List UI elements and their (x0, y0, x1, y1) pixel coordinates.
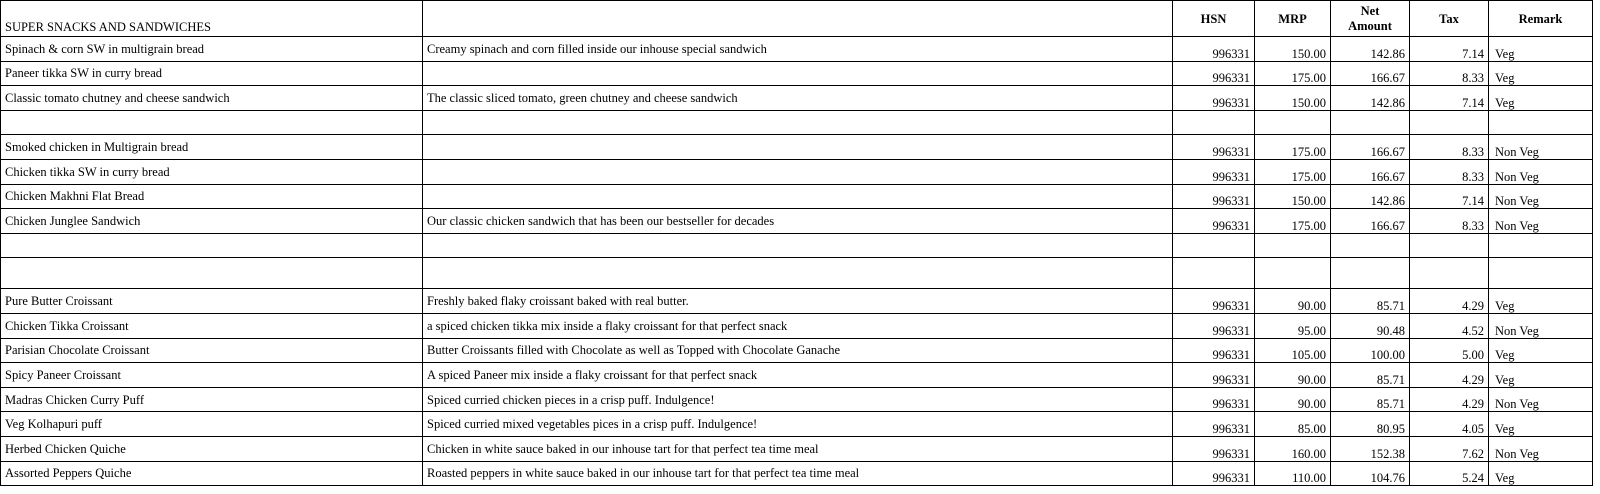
table-row (1, 86, 1593, 111)
table-row (1, 135, 1593, 160)
item-mrp: 85.00 (1255, 412, 1331, 437)
item-tax: 8.33 (1410, 209, 1489, 234)
item-mrp: 150.00 (1255, 37, 1331, 62)
item-hsn: 996331 (1173, 184, 1255, 209)
table-row (1, 313, 1593, 338)
item-name (1, 110, 423, 135)
table-row (1, 184, 1593, 209)
item-description (423, 184, 1173, 209)
item-tax: 4.29 (1410, 387, 1489, 412)
mrp-header: MRP (1255, 1, 1331, 37)
item-net-amount (1331, 233, 1410, 258)
item-name: Chicken tikka SW in curry bread (1, 159, 423, 184)
item-mrp: 160.00 (1255, 436, 1331, 461)
item-hsn: 996331 (1173, 86, 1255, 111)
item-net-amount: 104.76 (1331, 461, 1410, 486)
item-mrp: 150.00 (1255, 184, 1331, 209)
table-row (1, 436, 1593, 461)
item-tax: 5.24 (1410, 461, 1489, 486)
item-net-amount: 80.95 (1331, 412, 1410, 437)
item-net-amount: 142.86 (1331, 86, 1410, 111)
item-net-amount: 166.67 (1331, 135, 1410, 160)
item-remark: Veg (1489, 37, 1593, 62)
item-name: Madras Chicken Curry Puff (1, 387, 423, 412)
item-mrp: 105.00 (1255, 338, 1331, 363)
net-amount-header-label: Net Amount (1348, 3, 1392, 33)
item-hsn: 996331 (1173, 61, 1255, 86)
item-name (1, 233, 423, 258)
item-hsn: 996331 (1173, 37, 1255, 62)
item-mrp: 175.00 (1255, 159, 1331, 184)
header-row (1, 1, 1593, 37)
item-name: Assorted Peppers Quiche (1, 461, 423, 486)
item-net-amount: 166.67 (1331, 61, 1410, 86)
item-hsn: 996331 (1173, 363, 1255, 388)
item-hsn: 996331 (1173, 159, 1255, 184)
item-net-amount: 85.71 (1331, 289, 1410, 314)
item-mrp (1255, 110, 1331, 135)
item-description: Chicken in white sauce baked in our inhouse tart for that perfect tea time meal (423, 436, 1173, 461)
item-net-amount (1331, 258, 1410, 289)
item-hsn: 996331 (1173, 412, 1255, 437)
item-net-amount: 142.86 (1331, 37, 1410, 62)
item-description: The classic sliced tomato, green chutney and cheese sandwich (423, 86, 1173, 111)
item-net-amount: 100.00 (1331, 338, 1410, 363)
item-tax: 5.00 (1410, 338, 1489, 363)
item-name: Spicy Paneer Croissant (1, 363, 423, 388)
item-net-amount: 152.38 (1331, 436, 1410, 461)
item-hsn (1173, 110, 1255, 135)
tax-header: Tax (1410, 1, 1489, 37)
item-name: Veg Kolhapuri puff (1, 412, 423, 437)
table-row (1, 363, 1593, 388)
item-name: Parisian Chocolate Croissant (1, 338, 423, 363)
item-tax: 7.14 (1410, 184, 1489, 209)
item-hsn: 996331 (1173, 135, 1255, 160)
item-mrp: 150.00 (1255, 86, 1331, 111)
item-remark: Non Veg (1489, 387, 1593, 412)
item-remark: Non Veg (1489, 184, 1593, 209)
table-row (1, 37, 1593, 62)
item-net-amount: 90.48 (1331, 313, 1410, 338)
item-description: Creamy spinach and corn filled inside our inhouse special sandwich (423, 37, 1173, 62)
item-remark: Veg (1489, 61, 1593, 86)
item-tax: 8.33 (1410, 61, 1489, 86)
table-row (1, 387, 1593, 412)
item-remark: Veg (1489, 86, 1593, 111)
item-hsn: 996331 (1173, 289, 1255, 314)
item-mrp: 175.00 (1255, 209, 1331, 234)
item-net-amount: 166.67 (1331, 159, 1410, 184)
item-tax: 8.33 (1410, 159, 1489, 184)
blank-row (1, 110, 1593, 135)
hsn-header: HSN (1173, 1, 1255, 37)
item-description (423, 61, 1173, 86)
item-net-amount: 85.71 (1331, 387, 1410, 412)
item-mrp: 175.00 (1255, 61, 1331, 86)
item-remark: Veg (1489, 461, 1593, 486)
blank-row (1, 233, 1593, 258)
item-remark: Non Veg (1489, 135, 1593, 160)
item-tax: 7.14 (1410, 86, 1489, 111)
item-description: Butter Croissants filled with Chocolate as well as Topped with Chocolate Ganache (423, 338, 1173, 363)
item-mrp: 95.00 (1255, 313, 1331, 338)
item-description (423, 159, 1173, 184)
item-description: Roasted peppers in white sauce baked in our inhouse tart for that perfect tea time meal (423, 461, 1173, 486)
item-name: Paneer tikka SW in curry bread (1, 61, 423, 86)
blank-row (1, 258, 1593, 289)
item-name: Herbed Chicken Quiche (1, 436, 423, 461)
item-tax: 4.05 (1410, 412, 1489, 437)
table-row (1, 289, 1593, 314)
section-title: SUPER SNACKS AND SANDWICHES (1, 1, 423, 37)
item-description: A spiced Paneer mix inside a flaky croissant for that perfect snack (423, 363, 1173, 388)
item-mrp: 110.00 (1255, 461, 1331, 486)
item-name: Pure Butter Croissant (1, 289, 423, 314)
item-remark (1489, 258, 1593, 289)
item-description: Spiced curried chicken pieces in a crisp puff. Indulgence! (423, 387, 1173, 412)
item-mrp: 175.00 (1255, 135, 1331, 160)
item-description (423, 258, 1173, 289)
item-mrp: 90.00 (1255, 363, 1331, 388)
item-description: Spiced curried mixed vegetables pices in a crisp puff. Indulgence! (423, 412, 1173, 437)
item-mrp: 90.00 (1255, 289, 1331, 314)
item-tax: 7.62 (1410, 436, 1489, 461)
item-name (1, 258, 423, 289)
item-hsn: 996331 (1173, 387, 1255, 412)
item-net-amount: 166.67 (1331, 209, 1410, 234)
item-tax (1410, 110, 1489, 135)
item-remark: Veg (1489, 289, 1593, 314)
item-tax: 4.29 (1410, 363, 1489, 388)
item-remark (1489, 110, 1593, 135)
item-name: Chicken Tikka Croissant (1, 313, 423, 338)
table-row (1, 209, 1593, 234)
item-description: Our classic chicken sandwich that has been our bestseller for decades (423, 209, 1173, 234)
item-net-amount: 142.86 (1331, 184, 1410, 209)
item-description (423, 135, 1173, 160)
item-tax: 4.29 (1410, 289, 1489, 314)
item-hsn: 996331 (1173, 313, 1255, 338)
item-remark: Non Veg (1489, 313, 1593, 338)
item-tax: 8.33 (1410, 135, 1489, 160)
item-remark: Veg (1489, 412, 1593, 437)
item-net-amount (1331, 110, 1410, 135)
item-mrp (1255, 233, 1331, 258)
item-net-amount: 85.71 (1331, 363, 1410, 388)
item-description (423, 110, 1173, 135)
remark-header: Remark (1489, 1, 1593, 37)
item-remark: Non Veg (1489, 159, 1593, 184)
item-hsn: 996331 (1173, 461, 1255, 486)
item-remark: Non Veg (1489, 436, 1593, 461)
item-name: Classic tomato chutney and cheese sandwich (1, 86, 423, 111)
item-description: a spiced chicken tikka mix inside a flaky croissant for that perfect snack (423, 313, 1173, 338)
table-row (1, 338, 1593, 363)
table-row (1, 412, 1593, 437)
item-hsn: 996331 (1173, 436, 1255, 461)
net-amount-header (1331, 1, 1410, 37)
item-remark: Veg (1489, 338, 1593, 363)
table-row (1, 159, 1593, 184)
item-description (423, 233, 1173, 258)
item-hsn: 996331 (1173, 338, 1255, 363)
item-hsn (1173, 233, 1255, 258)
item-mrp: 90.00 (1255, 387, 1331, 412)
item-name: Chicken Junglee Sandwich (1, 209, 423, 234)
table-row (1, 461, 1593, 486)
item-hsn: 996331 (1173, 209, 1255, 234)
item-name: Chicken Makhni Flat Bread (1, 184, 423, 209)
item-mrp (1255, 258, 1331, 289)
item-tax (1410, 258, 1489, 289)
item-name: Smoked chicken in Multigrain bread (1, 135, 423, 160)
table-row (1, 61, 1593, 86)
item-remark (1489, 233, 1593, 258)
item-description: Freshly baked flaky croissant baked with real butter. (423, 289, 1173, 314)
item-tax: 4.52 (1410, 313, 1489, 338)
item-tax: 7.14 (1410, 37, 1489, 62)
item-remark: Veg (1489, 363, 1593, 388)
item-name: Spinach & corn SW in multigrain bread (1, 37, 423, 62)
description-header-cell (423, 1, 1173, 37)
item-remark: Non Veg (1489, 209, 1593, 234)
item-hsn (1173, 258, 1255, 289)
item-tax (1410, 233, 1489, 258)
